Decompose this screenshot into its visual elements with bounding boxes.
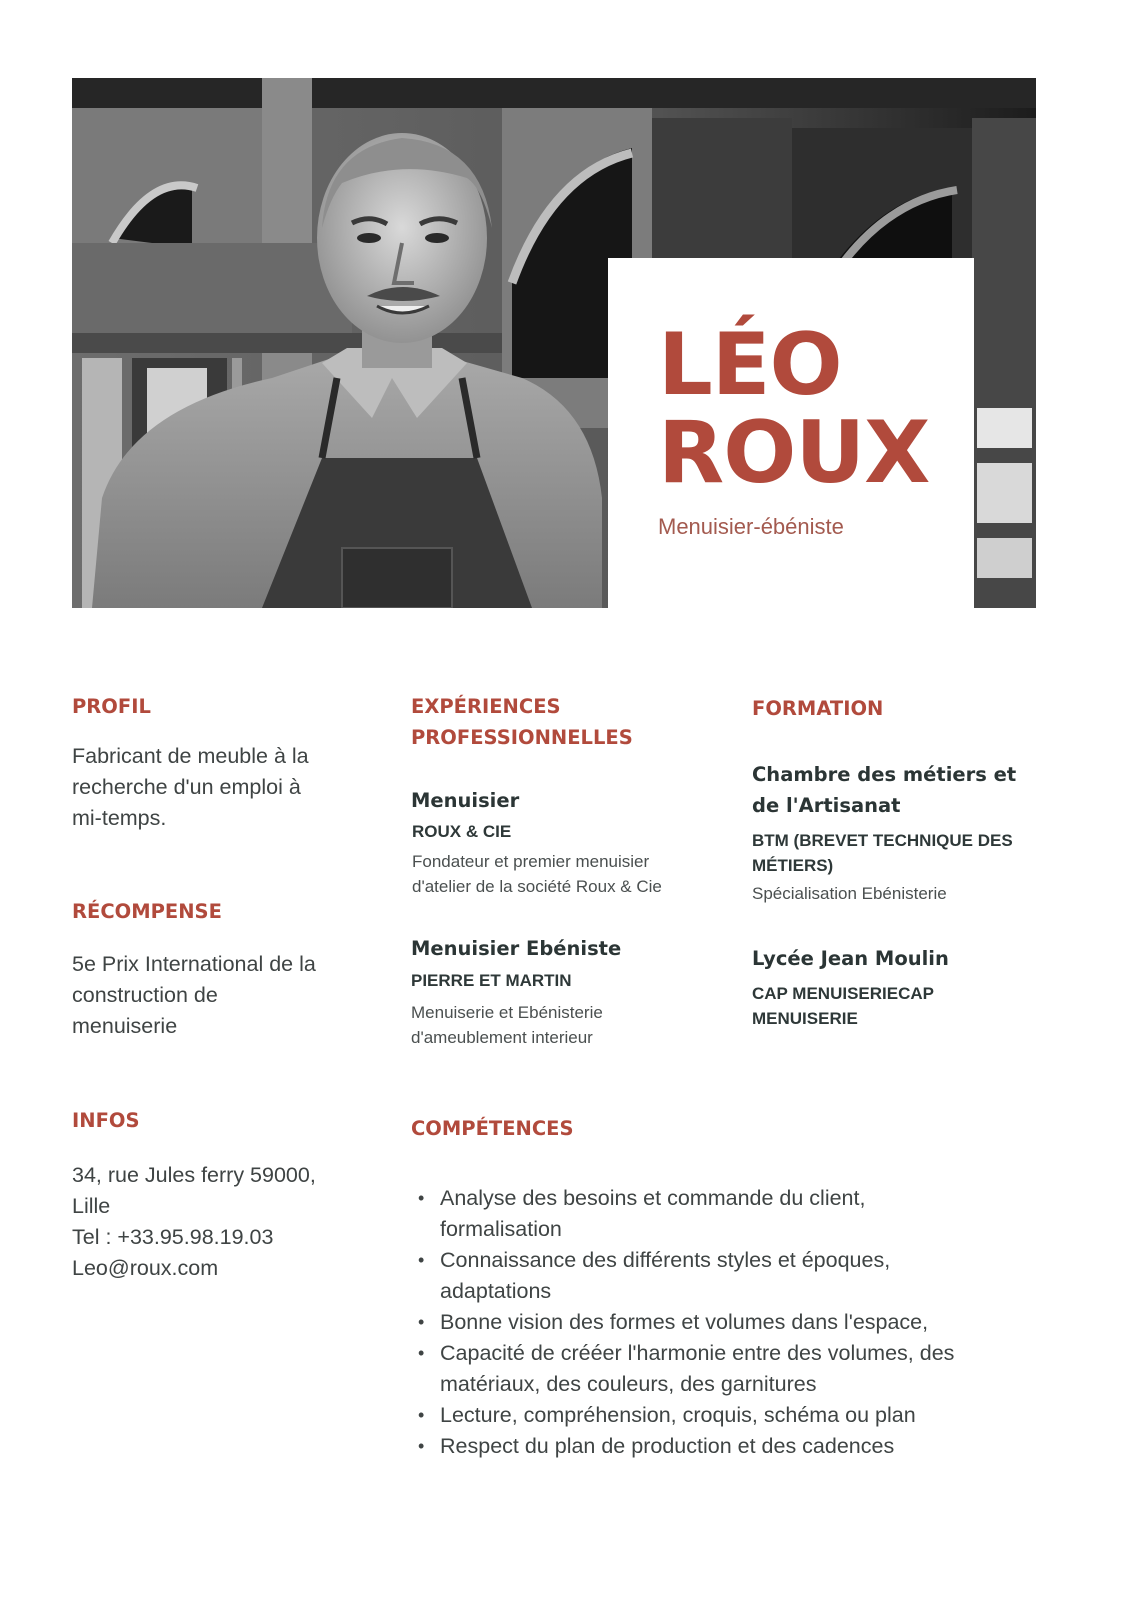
recompense-line: 5e Prix International de la xyxy=(72,952,316,976)
recompense-text xyxy=(72,949,316,1042)
formation-diploma-line: BTM (BREVET TECHNIQUE DES xyxy=(752,831,1013,850)
infos-block xyxy=(72,1160,316,1284)
skill-line: Bonne vision des formes et volumes dans l'espace, xyxy=(440,1310,929,1334)
experience-desc-line: d'atelier de la société Roux & Cie xyxy=(412,877,662,896)
address-line: Lille xyxy=(72,1194,111,1218)
name-card xyxy=(608,258,974,608)
experience-role: Menuisier xyxy=(411,789,520,812)
experience-company: PIERRE ET MARTIN xyxy=(411,971,572,990)
last-name: ROUX xyxy=(658,403,930,503)
first-name: LÉO xyxy=(658,315,842,415)
address-line: 34, rue Jules ferry 59000, xyxy=(72,1163,316,1187)
skill-item xyxy=(412,1431,1032,1462)
profil-line: mi-temps. xyxy=(72,806,167,830)
experience-company: ROUX & CIE xyxy=(412,822,512,841)
email-link[interactable]: Leo@roux.com xyxy=(72,1256,219,1280)
profil-line: Fabricant de meuble à la xyxy=(72,744,309,768)
skill-item xyxy=(412,1307,1032,1338)
formation-diploma-line: CAP MENUISERIECAP xyxy=(752,984,934,1003)
skill-item xyxy=(412,1183,1032,1245)
bullet-icon: • xyxy=(418,1343,425,1363)
skill-line: Lecture, compréhension, croquis, schéma ou plan xyxy=(440,1403,916,1427)
experience-desc-line: Fondateur et premier menuisier xyxy=(412,852,650,871)
job-title: Menuisier-ébéniste xyxy=(658,514,844,539)
experiences-heading-line: PROFESSIONNELLES xyxy=(411,726,633,749)
recompense-line: menuiserie xyxy=(72,1014,178,1038)
skill-item xyxy=(412,1400,1032,1431)
skill-line: adaptations xyxy=(440,1279,552,1303)
formation-diploma-line: MENUISERIE xyxy=(752,1009,858,1028)
skill-line: Connaissance des différents styles et époques, xyxy=(440,1248,891,1272)
formation-school-line: de l'Artisanat xyxy=(752,794,901,817)
experiences-heading-line: EXPÉRIENCES xyxy=(411,695,561,718)
bullet-icon: • xyxy=(418,1250,425,1270)
bullet-icon: • xyxy=(418,1312,425,1332)
skill-line: Respect du plan de production et des cadences xyxy=(440,1434,895,1458)
infos-heading: INFOS xyxy=(72,1109,140,1132)
formation-description: Spécialisation Ebénisterie xyxy=(752,884,947,903)
formation-diploma xyxy=(752,828,1013,878)
experience-desc-line: Menuiserie et Ebénisterie xyxy=(411,1003,603,1022)
skill-item xyxy=(412,1245,1032,1307)
bullet-icon: • xyxy=(418,1436,425,1456)
formation-diploma xyxy=(752,981,934,1031)
profil-text xyxy=(72,741,309,834)
skill-line: matériaux, des couleurs, des garnitures xyxy=(440,1372,817,1396)
profil-heading: PROFIL xyxy=(72,695,151,718)
formation-diploma-line: MÉTIERS) xyxy=(752,856,834,875)
formation-heading: FORMATION xyxy=(752,697,884,720)
skill-item xyxy=(412,1338,1032,1400)
skill-line: Analyse des besoins et commande du client, xyxy=(440,1186,866,1210)
profil-line: recherche d'un emploi à xyxy=(72,775,301,799)
experiences-heading xyxy=(411,691,633,753)
recompense-heading: RÉCOMPENSE xyxy=(72,900,222,923)
experience-desc-line: d'ameublement interieur xyxy=(411,1028,593,1047)
competences-heading: COMPÉTENCES xyxy=(411,1117,574,1140)
bullet-icon: • xyxy=(418,1405,425,1425)
experience-description xyxy=(412,849,662,899)
recompense-line: construction de xyxy=(72,983,218,1007)
formation-school: Lycée Jean Moulin xyxy=(752,947,949,970)
experience-role: Menuisier Ebéniste xyxy=(411,937,622,960)
skills-list xyxy=(412,1183,1032,1462)
bullet-icon: • xyxy=(418,1188,425,1208)
skill-line: Capacité de crééer l'harmonie entre des volumes, des xyxy=(440,1341,955,1365)
phone-text: Tel : +33.95.98.19.03 xyxy=(72,1225,274,1249)
formation-school xyxy=(752,759,1016,821)
experience-description xyxy=(411,1000,603,1050)
formation-school-line: Chambre des métiers et xyxy=(752,763,1017,786)
skill-line: formalisation xyxy=(440,1217,562,1241)
